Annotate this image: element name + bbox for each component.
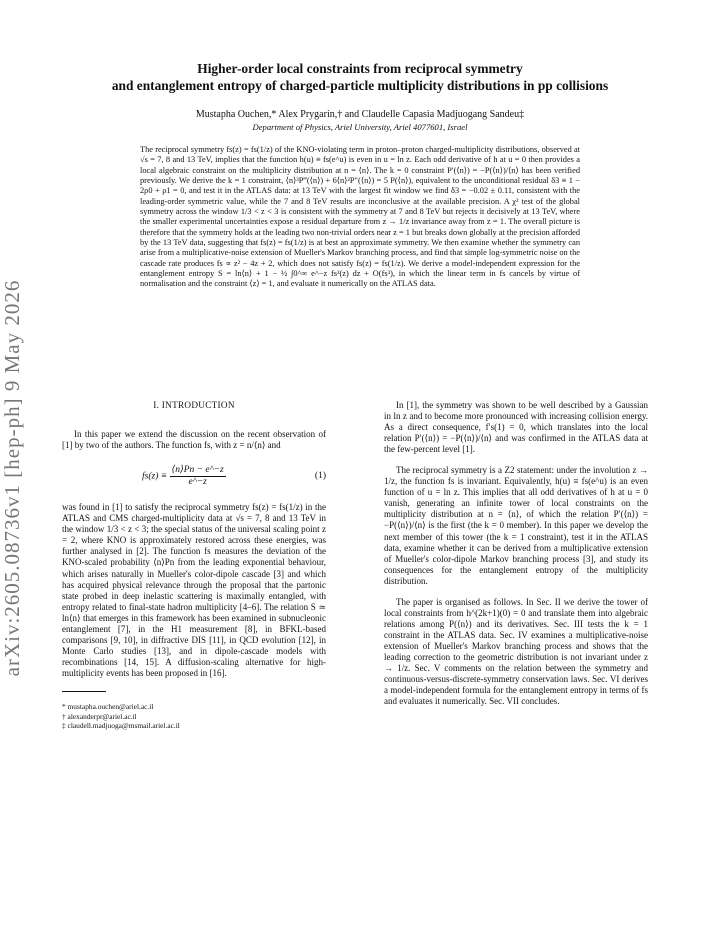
right-column [384,400,648,707]
footnote-2: † alexanderpr@ariel.ac.il [62,711,137,721]
equation-1 [62,465,326,488]
intro-paragraph-1: In this paper we extend the discussion on the recent observation of [1] by two of the authors. The function fs, with z = n/⟨n⟩ and [62,429,326,451]
arxiv-identifier: arXiv:2605.08736v1 [hep-ph] 9 May 2026 [0,279,24,677]
affiliation: Department of Physics, Ariel University, Ariel 4077601, Israel [252,122,468,132]
footnote-3: ‡ claudell.madjuoga@msmail.ariel.ac.il [62,721,180,731]
intro-paragraph-4: The reciprocal symmetry is a Z2 statement: under the involution z → 1/z, the function fs is invariant. Equivalently, h(u) ≡ fs(e^u) is an even function of u = ln z. This implies that all odd derivatives of h at u = 0 vanish, generating an infinite tower of local constraints on the multiplicity distribution at n = ⟨n⟩, of which the relation P′(⟨n⟩) = −P(⟨n⟩)/⟨n⟩ is the first (the k = 0 member). In this paper we develop the next member of this tower (the k = 1 constraint), test it in the ATLAS data, examine whether it can be derived from a multiplicative extension of Mueller's color-dipole Markov branching process [3], and study its consequences for the entanglement entropy of the multiplicity distribution. [384,465,648,586]
equation-numerator: ⟨n⟩Pn − e^−z [170,465,226,477]
equation-lhs: fs(z) ≡ [142,471,168,482]
footnote-rule [62,691,106,692]
equation-denominator: e^−z [188,477,207,488]
title-line-2: and entanglement entropy of charged-particle multiplicity distributions in pp collisions [111,78,609,93]
equation-label: (1) [314,471,326,482]
footnote-1: * mustapha.ouchen@ariel.ac.il [62,701,154,711]
author-list: Mustapha Ouchen,* Alex Prygarin,† and Claudelle Capasia Madjuogang Sandeu‡ [195,109,525,120]
footnotes [62,702,326,731]
intro-paragraph-5: The paper is organised as follows. In Sec. II we derive the tower of local constraints from h^(2k+1)(0) = 0 and translate them into algebraic relations among P(⟨n⟩) and its derivatives. Sec. III tests the k = 1 constraint in the ATLAS data. Sec. IV examines a multiplicative-noise extension of Mueller's Markov branching process and shows that the leading correction to the geometric distribution is not invariant under z → 1/z. Sec. V comments on the relation between the symmetry and continuous-versus-discrete-symmetry conservation laws. Sec. VI derives a model-independent formula for the entanglement entropy in terms of fs and evaluates it numerically. Sec. VII concludes. [384,596,648,707]
equation-fraction [170,465,226,488]
left-column [62,400,326,731]
section-heading: I. INTRODUCTION [153,400,235,410]
intro-paragraph-3: In [1], the symmetry was shown to be well described by a Gaussian in ln z and to become more pronounced with increasing collision energy. As a direct consequence, f′s(1) = 0, which translates into the local relation P′(⟨n⟩) = −P(⟨n⟩)/⟨n⟩ and was confirmed in the ATLAS data at the few-percent level [1]. [384,400,648,455]
abstract: The reciprocal symmetry fs(z) = fs(1/z) of the KNO-violating term in proton–proton charged-multiplicity distributions, observed at √s = 7, 8 and 13 TeV, implies that the function h(u) ≡ fs(e^u) is even in u = ln z. Each odd derivative of h at u = 0 then provides a local algebraic constraint on the multiplicity distribution at n = ⟨n⟩. The k = 0 constraint P′(⟨n⟩) = −P(⟨n⟩)/⟨n⟩ has been verified previously. We derive the k = 1 constraint, ⟨n⟩³P‴(⟨n⟩) + 6⟨n⟩²P″(⟨n⟩) = 5 P(⟨n⟩), equivalent to the unconditional residual δ3 ≡ 1 − 2ρ0 + ρ1 = 0, and test it in the ATLAS data: at 13 TeV with the largest fit window we find δ3 = −0.02 ± 0.11, consistent with the leading-order symmetric value, while the 7 and 8 TeV results are inconclusive at the available precision. A χ² test of the global symmetry across the window 1/3 < z < 3 is consistent with the symmetry at 7 and 8 TeV but rejects it decisively at 13 TeV, where the smaller experimental uncertainties expose a residual departure from z → 1/z invariance away from z = 1. The overall picture is therefore that the symmetry holds at the leading two non-trivial orders near z = 1 but breaks down globally at the precision afforded by the 13 TeV data, suggesting that fs(z) = fs(1/z) is at best an approximate symmetry. We then examine whether the symmetry can arise from a multiplicative-noise extension of Mueller's Markov branching process, and find that simple log-symmetric noise on the cascade rate produces fs ∝ z² − 4z + 2, which does not satisfy fs(z) = fs(1/z). We derive a model-independent expression for the entanglement entropy S = ln⟨n⟩ + 1 − ½ ∫0^∞ e^−z fs²(z) dz + O(fs³), in which the linear term in fs cancels by virtue of normalisation and the constraint ⟨z⟩ = 1, and evaluate it numerically on the ATLAS data. [140,145,580,289]
paper-title [60,60,660,94]
title-line-1: Higher-order local constraints from reciprocal symmetry [197,61,523,76]
intro-paragraph-2: was found in [1] to satisfy the reciprocal symmetry fs(z) = fs(1/z) in the ATLAS and CMS charged-multiplicity data at √s = 7, 8 and 13 TeV in the window 1/3 < z < 3; the special status of the universal scaling point z = 2, where KNO is approximately restored across these energies, was further analysed in [2]. The function fs measures the deviation of the KNO-scaled probability ⟨n⟩Pn from the leading exponential behaviour, which arises naturally in Mueller's color-dipole cascade [3] and which has acquired physical relevance through the proposal that the partonic state probed in deep inelastic scattering is maximally entangled, with entropy related to final-state hadron multiplicity [4–6]. The relation S ≃ ln⟨n⟩ that emerges in this framework has been examined in subnucleonic entanglement [7], in the H1 measurement [8], in BFKL-based comparisons [9, 10], in diffractive DIS [11], in QCD evolution [12], in Monte Carlo studies [13], and in dipole-cascade models with recombinations [14, 15]. A diffusion-scaling alternative for high-multiplicity events has been proposed in [16]. [62,502,326,678]
